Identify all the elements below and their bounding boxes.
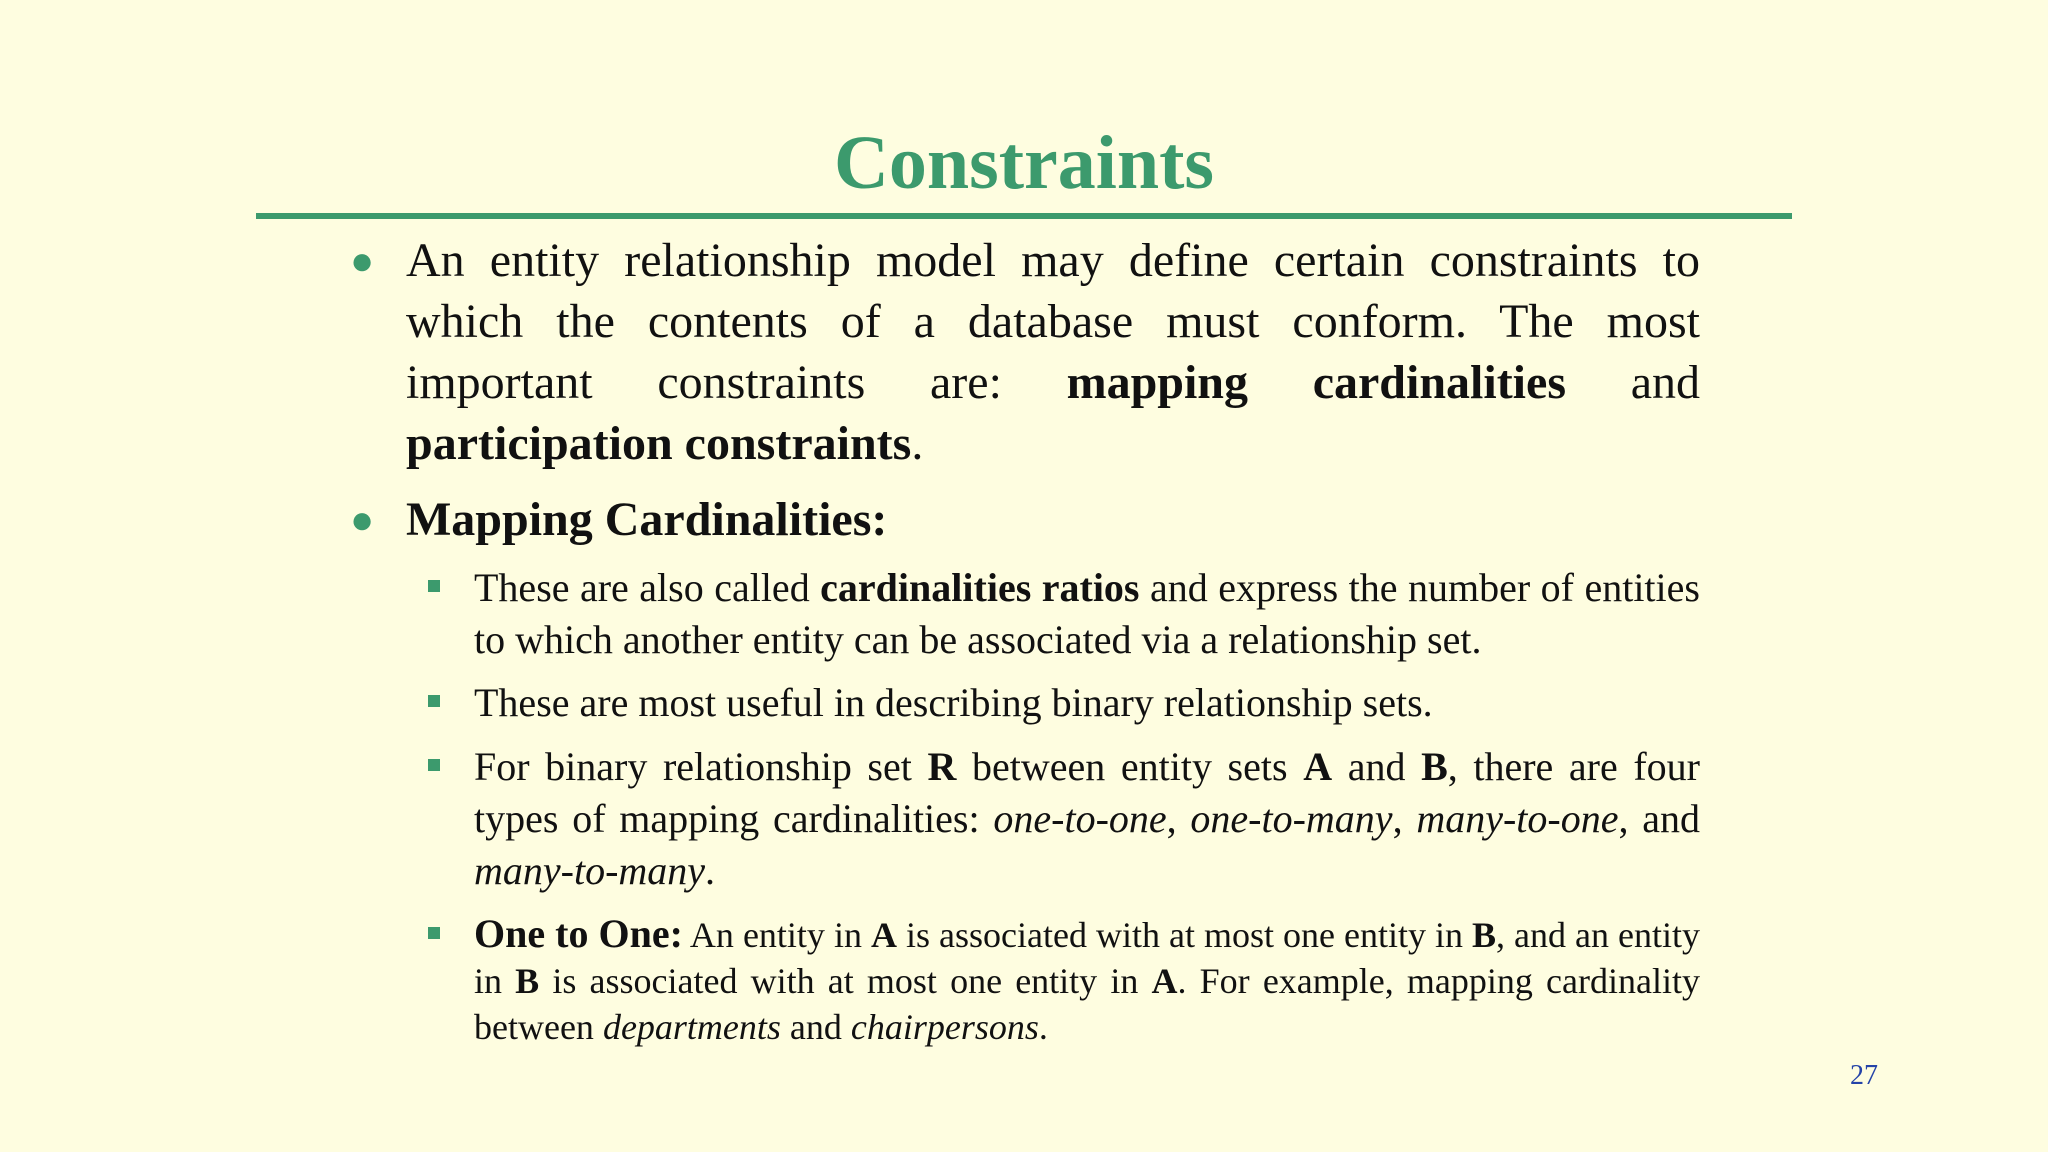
sub-bullet-cardinality-ratios: These are also called cardinalities ratios and express the number of entities to which another entity can be associated via a relationship set. [474, 562, 1700, 666]
title-underline [256, 213, 1792, 219]
bullet-dot-icon: ● [350, 238, 375, 283]
sub-bullet-binary-sets: These are most useful in describing binary relationship sets. [474, 677, 1700, 729]
bullet-constraints-intro: ● An entity relationship model may define certain constraints to which the contents of a database must conform. The most important constraints are: mapping cardinalities and participation constraints. [406, 230, 1700, 474]
sub-bullet-four-types: For binary relationship set R between entity sets A and B, there are four types of mapping cardinalities: one-to-one, one-to-many, many-to-one, and many-to-many. [474, 741, 1700, 897]
bullet-dot-icon: ● [350, 497, 375, 542]
square-bullet-icon [428, 580, 440, 592]
slide-title: Constraints [833, 121, 1215, 205]
sub-bullet-one-to-one: One to One: An entity in A is associated with at most one entity in B, and an entity in B is associated with at most one entity in A. For example, mapping cardinality between departments and chairpersons. [474, 911, 1700, 1050]
square-bullet-icon [428, 927, 440, 939]
page-number: 27 [1850, 1060, 1878, 1091]
square-bullet-icon [428, 759, 440, 771]
bullet-mapping-cardinalities: ● Mapping Cardinalities: [406, 489, 1700, 550]
square-bullet-icon [428, 695, 440, 707]
